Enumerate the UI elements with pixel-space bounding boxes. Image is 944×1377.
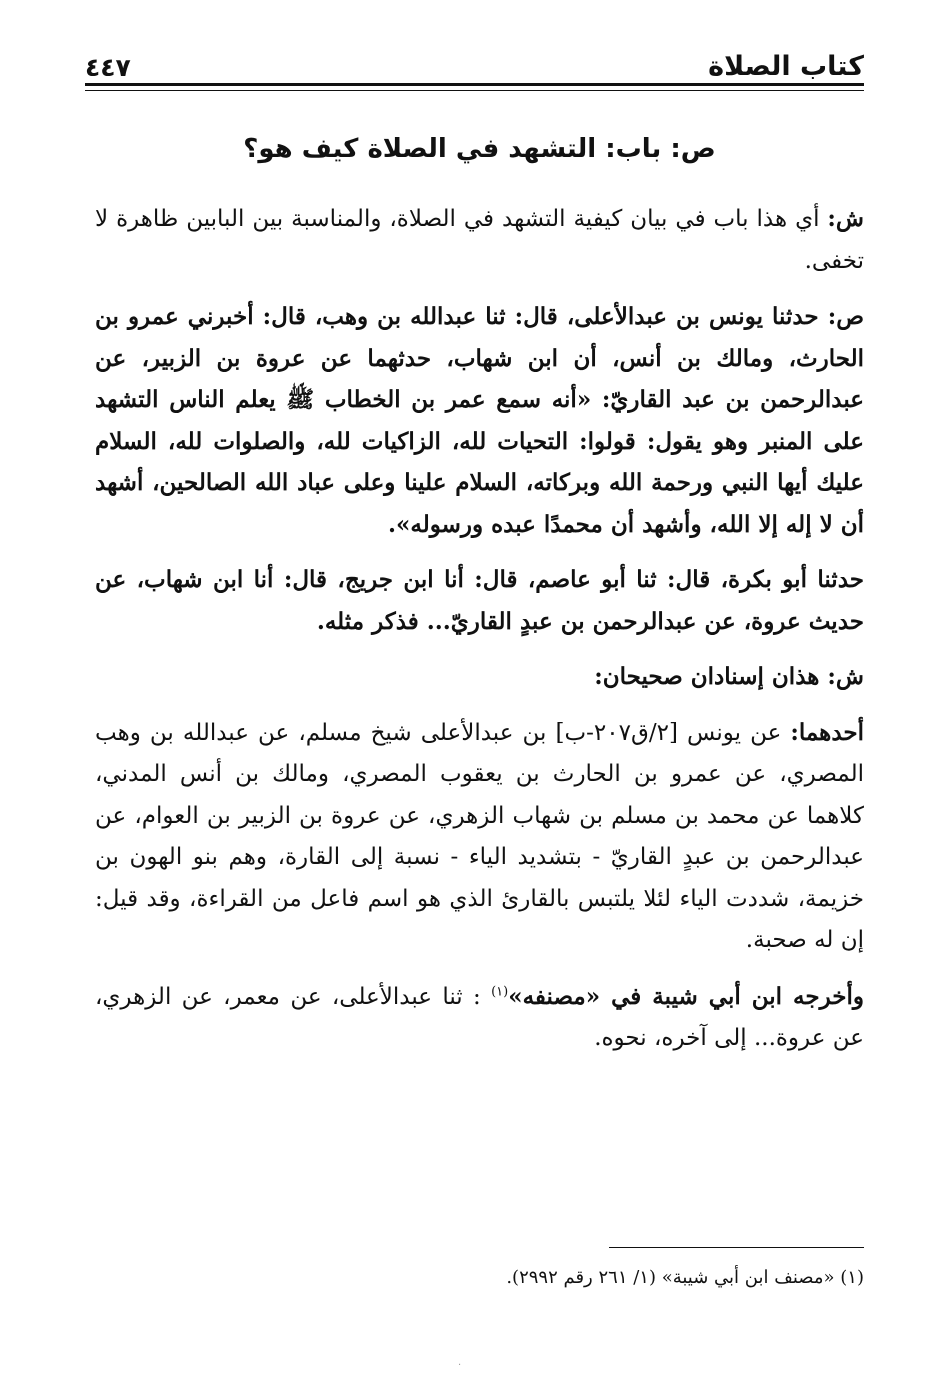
paragraph-text: حدثنا يونس بن عبدالأعلى، قال: ثنا عبدالله بن وهب، قال: أخبرني عمرو بن الحارث، ومالك بن أنس، أن ابن شهاب، حدثهما عن عروة بن الزبير، عن عبدالرحمن بن عبد القاريّ: «أنه سمع عمر بن الخطاب ﷺ يعلم الناس التشهد على المنبر وهو يقول: قولوا: التحيات لله، الزاكيات لله، والصلوات لله، السلام عليك أيها النبي ورحمة الله وبركاته، السلام علينا وعلى عباد الله الصالحين، أشهد أن لا إله إلا الله، وأشهد أن محمدًا عبده ورسوله». [95,303,864,538]
paragraph-hadith-1 [95,296,864,545]
paragraph-prefix: ش: [827,205,864,232]
header-rule-thin [85,90,864,91]
chapter-heading: ص: باب: التشهد في الصلاة كيف هو؟ [243,134,716,164]
page-header [85,38,864,80]
paragraph-commentary-1 [95,198,864,282]
paragraph-text: أي هذا باب في بيان كيفية التشهد في الصلاة، والمناسبة بين البابين ظاهرة لا تخفى. [95,206,864,274]
paragraph-hadith-2 [95,559,864,642]
page-speck: . [458,1357,462,1368]
paragraph-text: هذان إسنادان صحيحان: [594,663,820,690]
running-title: كتاب الصلاة [708,51,864,82]
header-rule-thick [85,83,864,86]
paragraph-takhrij [95,976,864,1060]
paragraph-prefix: ش: [827,663,864,690]
page-body [95,128,864,1074]
paragraph-commentary-2 [95,656,864,698]
paragraph-prefix: وأخرجه ابن أبي شيبة في «مصنفه» [508,982,865,1010]
paragraph-prefix: ص: [827,303,864,330]
footnote-separator [609,1247,864,1248]
paragraph-text: حدثنا أبو بكرة، قال: ثنا أبو عاصم، قال: أنا ابن جريج، قال: أنا ابن شهاب، عن حديث عروة، عن عبدالرحمن بن عبدٍ القاريّ... فذكر مثله. [95,566,864,635]
paragraph-prefix: أحدهما: [790,718,864,746]
page-number: ٤٤٧ [85,53,131,82]
paragraph-isnad-1 [95,712,864,962]
footnote-reference[interactable]: (١) [491,983,509,999]
paragraph-text: : ثنا عبدالأعلى، عن معمر، عن الزهري، عن عروة... إلى آخره، نحوه. [95,983,864,1051]
paragraph-text: عن يونس [٢/ق٢٠٧-ب] بن عبدالأعلى شيخ مسلم، عن عبدالله بن وهب المصري، عن عمرو بن الحارث بن يعقوب المصري، ومالك بن أنس المدني، كلاهما عن محمد بن مسلم بن شهاب الزهري، عن عروة بن الزبير بن العوام، عن عبدالرحمن بن عبدٍ القاريّ - بتشديد الياء - نسبة إلى القارة، وهم بنو الهون بن خزيمة، شددت الياء لئلا يلتبس بالقارئ الذي هو اسم فاعل من القراءة، وقد قيل: إن له صحبة. [95,719,864,953]
footnote: (١) «مصنف ابن أبي شيبة» (١/ ٢٦١ رقم ٢٩٩٢). [506,1267,864,1288]
